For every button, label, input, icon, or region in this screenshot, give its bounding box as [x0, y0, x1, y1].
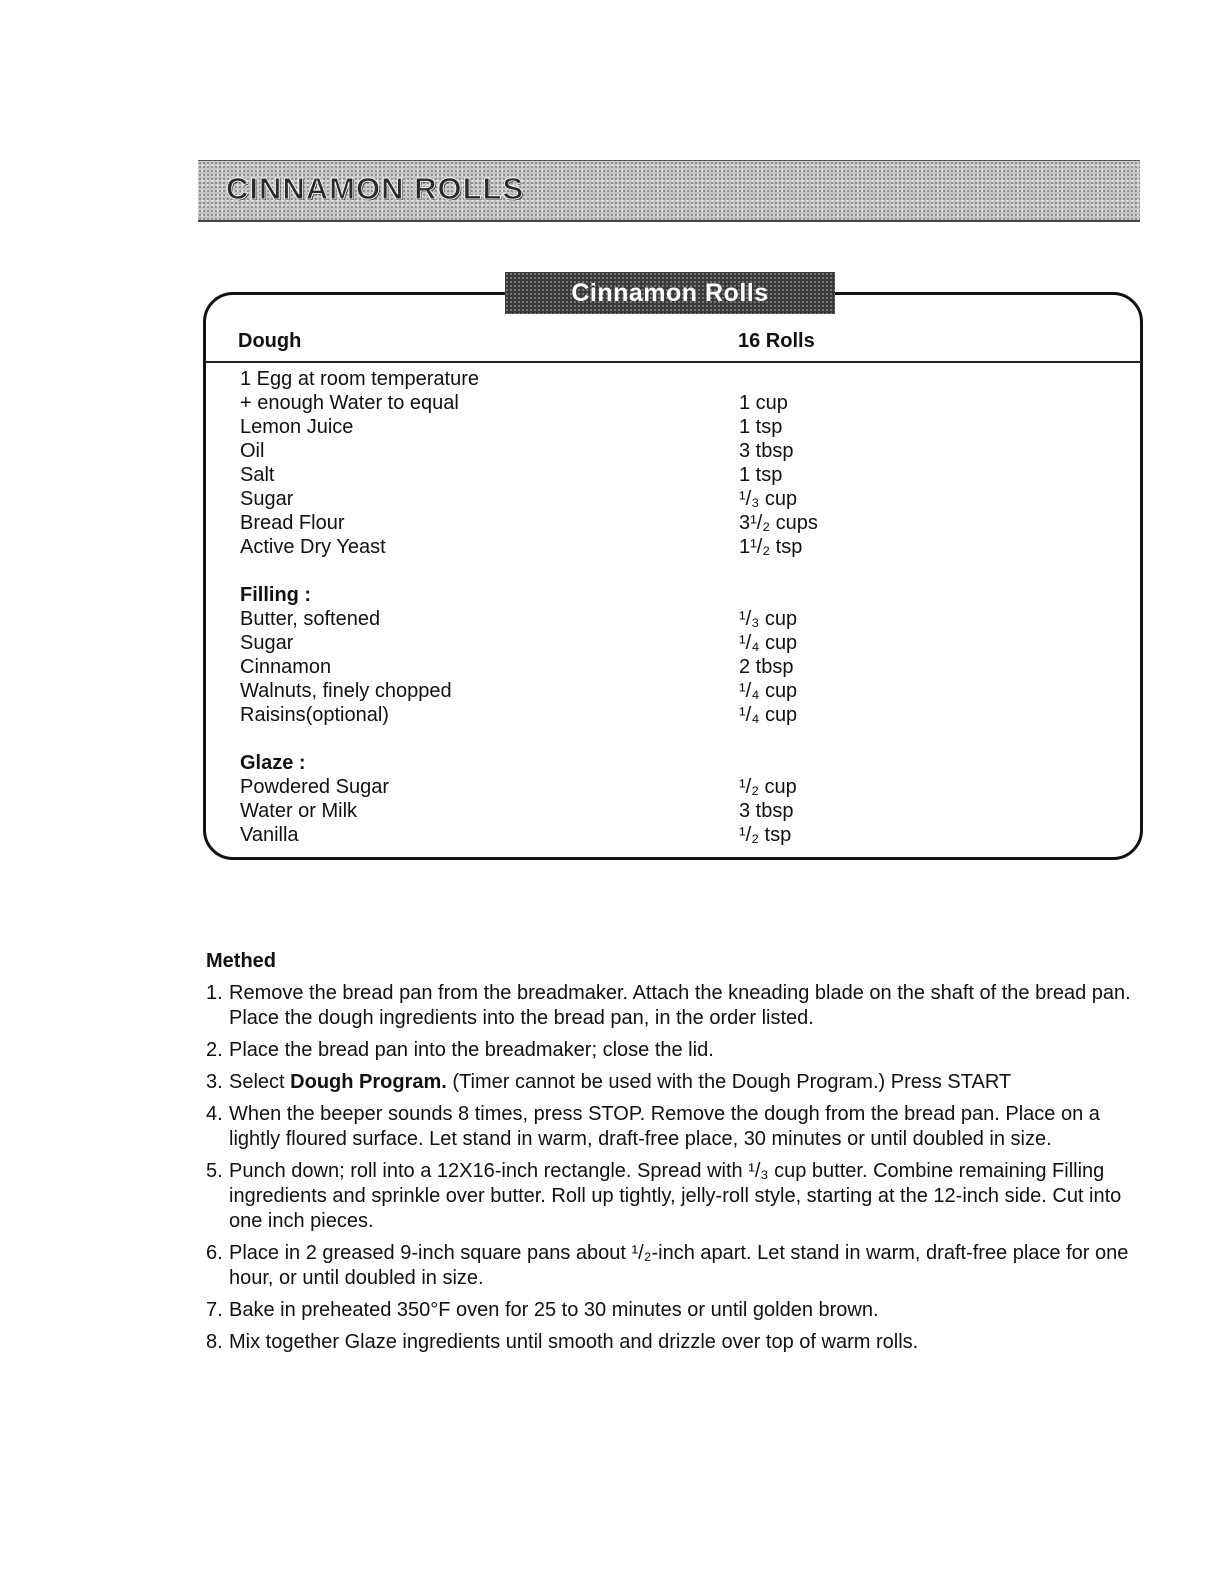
- method-section: [206, 950, 1146, 1362]
- ingredient-qty: ¹/₂ cup: [739, 776, 797, 798]
- ingredient-name: Raisins(optional): [240, 704, 389, 726]
- glaze-heading: Glaze :: [240, 752, 306, 774]
- ingredient-row: [240, 463, 1120, 487]
- ingredient-name: Bread Flour: [240, 512, 345, 534]
- ingredient-name: Salt: [240, 464, 275, 486]
- dough-heading: Dough: [238, 330, 302, 352]
- ingredient-row: [240, 511, 1120, 535]
- method-step: [206, 1241, 1146, 1291]
- ingredient-qty: ¹/₃ cup: [739, 488, 798, 510]
- method-step: [206, 981, 1146, 1031]
- step-number: 3.: [206, 1071, 223, 1093]
- step-text: Place the bread pan into the breadmaker; close the lid.: [229, 1039, 714, 1061]
- ingredient-name: Sugar: [240, 632, 294, 654]
- ingredient-row: [240, 607, 1120, 631]
- ingredient-row: [240, 439, 1120, 463]
- step-number: 2.: [206, 1039, 223, 1061]
- step-text: Bake in preheated 350°F oven for 25 to 30 minutes or until golden brown.: [229, 1299, 879, 1321]
- method-step: [206, 1102, 1146, 1152]
- method-step: [206, 1038, 1146, 1063]
- recipe-title-tab: [505, 272, 835, 314]
- ingredient-name: Powdered Sugar: [240, 776, 389, 798]
- recipe-title: Cinnamon Rolls: [571, 278, 769, 307]
- step-text: Place in 2 greased 9-inch square pans about ¹/₂-inch apart. Let stand in warm, draft-free place for one hour, or until doubled in size.: [229, 1242, 1129, 1289]
- ingredient-name: Sugar: [240, 488, 294, 510]
- ingredient-row: [240, 823, 1120, 847]
- ingredient-name: + enough Water to equal: [240, 392, 459, 414]
- step-text-tail: (Timer cannot be used with the Dough Program.) Press START: [446, 1071, 1012, 1093]
- ingredient-name: Butter, softened: [240, 608, 381, 630]
- step-text: Mix together Glaze ingredients until smooth and drizzle over top of warm rolls.: [229, 1331, 919, 1353]
- step-number: 8.: [206, 1331, 223, 1353]
- spacer: [240, 559, 1120, 583]
- banner-title: CINNAMON ROLLS: [226, 171, 525, 206]
- method-step: [206, 1070, 1146, 1095]
- ingredient-name: Lemon Juice: [240, 416, 354, 438]
- step-text-lead: Select: [229, 1071, 291, 1093]
- step-number: 1.: [206, 982, 223, 1004]
- header-divider: [205, 361, 1141, 363]
- ingredient-row: [240, 703, 1120, 727]
- ingredient-name: Walnuts, finely chopped: [240, 680, 452, 702]
- ingredient-name: 1 Egg at room temperature: [240, 368, 480, 390]
- ingredient-name: Vanilla: [240, 824, 299, 846]
- ingredient-qty: ¹/₄ cup: [739, 632, 798, 654]
- step-text: When the beeper sounds 8 times, press STOP. Remove the dough from the bread pan. Place on a lightly floured surface. Let stand in warm, draft-free place, 30 minutes or until doubled in size.: [229, 1103, 1100, 1150]
- ingredients-list: [240, 367, 1120, 847]
- ingredient-row: [240, 535, 1120, 559]
- step-number: 5.: [206, 1160, 223, 1182]
- ingredient-qty: ¹/₂ tsp: [739, 824, 792, 846]
- spacer: [240, 727, 1120, 751]
- step-text: [229, 1070, 1146, 1095]
- ingredient-qty: 1 cup: [739, 392, 788, 414]
- ingredient-row: [240, 415, 1120, 439]
- ingredient-qty: ¹/₃ cup: [739, 608, 798, 630]
- ingredient-qty: 2 tbsp: [739, 656, 794, 678]
- dough-program-label: Dough Program.: [290, 1071, 447, 1093]
- ingredient-name: Water or Milk: [240, 800, 358, 822]
- ingredient-qty: 3 tbsp: [739, 440, 794, 462]
- method-heading: Methed: [206, 950, 276, 972]
- filling-heading: Filling :: [240, 584, 312, 606]
- yield-heading: 16 Rolls: [738, 330, 815, 352]
- ingredient-name: Active Dry Yeast: [240, 536, 386, 558]
- ingredient-qty: 1 tsp: [739, 416, 783, 438]
- ingredient-name: Oil: [240, 440, 265, 462]
- page-banner: [198, 160, 1140, 222]
- ingredient-qty: 1¹/₂ tsp: [739, 536, 803, 558]
- ingredient-row: [240, 391, 1120, 415]
- method-step: [206, 1298, 1146, 1323]
- ingredient-qty: 3¹/₂ cups: [739, 512, 818, 534]
- ingredient-row: [240, 631, 1120, 655]
- ingredient-row: [240, 679, 1120, 703]
- ingredient-row: [240, 367, 1120, 391]
- step-number: 4.: [206, 1103, 223, 1125]
- ingredient-row: [240, 655, 1120, 679]
- method-step: [206, 1330, 1146, 1355]
- step-text: Punch down; roll into a 12X16-inch rectangle. Spread with ¹/₃ cup butter. Combine remaining Filling ingredients and sprinkle over butter. Roll up tightly, jelly-roll style, starting at the 12-inch side. Cut into one inch pieces.: [229, 1160, 1122, 1232]
- ingredient-qty: ¹/₄ cup: [739, 680, 798, 702]
- ingredient-row: [240, 799, 1120, 823]
- ingredient-name: Cinnamon: [240, 656, 332, 678]
- ingredient-qty: ¹/₄ cup: [739, 704, 798, 726]
- step-text: Remove the bread pan from the breadmaker. Attach the kneading blade on the shaft of the bread pan. Place the dough ingredients into the bread pan, in the order listed.: [229, 982, 1131, 1029]
- ingredient-row: [240, 775, 1120, 799]
- ingredient-row: [240, 487, 1120, 511]
- step-number: 7.: [206, 1299, 223, 1321]
- step-number: 6.: [206, 1242, 223, 1264]
- ingredient-qty: 3 tbsp: [739, 800, 794, 822]
- method-step: [206, 1159, 1146, 1234]
- ingredient-qty: 1 tsp: [739, 464, 783, 486]
